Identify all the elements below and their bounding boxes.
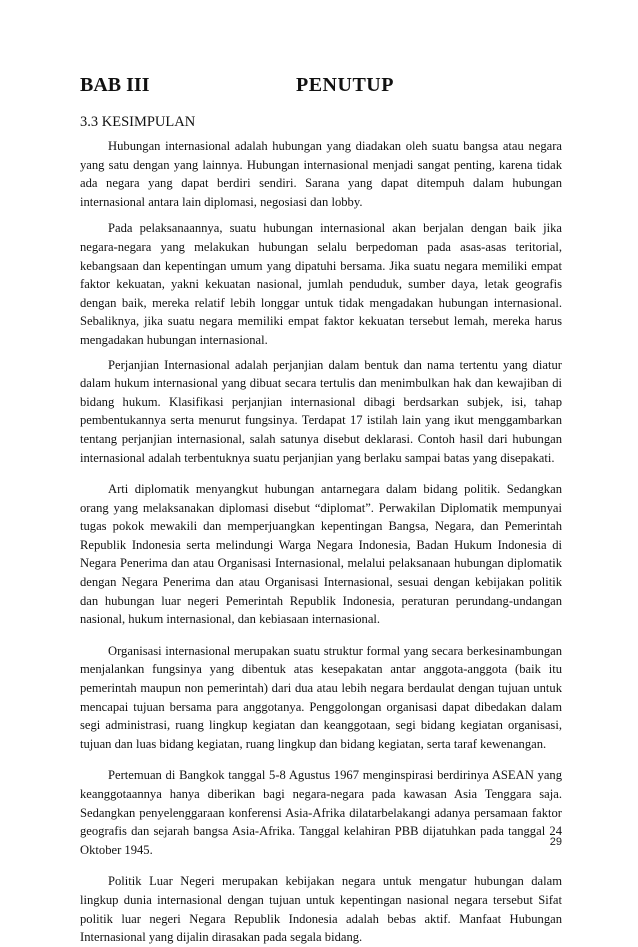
paragraph-politik-luar-negeri: Politik Luar Negeri merupakan kebijakan negara untuk mengatur hubungan dalam lingkup dunia internasional dengan tujuan untuk kepentingan nasional negara tersebut Sifat politik luar negeri Negara Republik Indonesia adalah bebas aktif. Manfaat Hubungan Internasional yang dijalin dirasakan pada segala bidang. bbox=[80, 874, 562, 945]
paragraph-hubungan-internasional: Hubungan internasional adalah hubungan yang diadakan oleh suatu bangsa atau negara yang satu dengan yang lainnya. Hubungan internasional menjadi sangat penting, karena tidak ada negara yang dapat berdiri sendiri. Sarana yang dapat ditempuh dalam hubungan internasional antara lain diplomasi, negosiasi dan lobby. bbox=[80, 139, 562, 209]
body-text bbox=[80, 137, 562, 947]
paragraph-asean-kaa-pbb: Pertemuan di Bangkok tanggal 5-8 Agustus 1967 menginspirasi berdirinya ASEAN yang keanggotaannya hanya diberikan bagi negara-negara pada kawasan Asia Tenggara saja. Sedangkan penyelenggaraan konferensi Asia-Afrika dilatarbelakangi adanya persamaan faktor geografis dan sejarah bangsa Asia-Afrika. Tanggal kelahiran PBB dijatuhkan pada tanggal 24 Oktober 1945. bbox=[80, 768, 562, 857]
paragraph-diplomatik: Arti diplomatik menyangkut hubungan antarnegara dalam bidang politik. Sedangkan orang yang melaksanakan diplomasi disebut “diplomat”. Perwakilan Diplomatik mempunyai tugas pokok mewakili dan memperjuangkan kepentingan Bangsa, Negara, dan Pemerintah Republik Indonesia serta melindungi Warga Negara Indonesia, Badan Hukum Indonesia di Negara Penerima dan atau Organisasi Internasional, melalui pelaksanaan hubungan diplomatik dengan Negara Penerima dan atau Organisasi Internasional, sesuai dengan kebijakan politik dan hubungan luar negeri Pemerintah Republik Indonesia, peraturan perundang-undangan nasional, hukum internasional, dan kebiasaan internasional. bbox=[80, 482, 562, 627]
paragraph-perjanjian-internasional: Perjanjian Internasional adalah perjanjian dalam bentuk dan nama tertentu yang diatur dalam hukum internasional yang dibuat secara tertulis dan menimbulkan hak dan kewajiban di bidang hukum. Klasifikasi perjanjian internasional dibagi berdsarkan subjek, isi, tahap pembentukannya serta menurut fungsinya. Terdapat 17 istilah lain yang ikut menggambarkan tentang perjanjian internasional, salah satunya disebut deklarasi. Contoh hasil dari hubungan internasional adalah terbentuknya suatu perjanjian yang berlaku sampai batas yang disepakati. bbox=[80, 357, 562, 465]
paragraph-organisasi-internasional: Organisasi internasional merupakan suatu struktur formal yang secara berkesinambungan menjalankan fungsinya yang dibentuk atas kesepakatan antar anggota-anggota (baik itu pemerintah maupun non pemerintah) dari dua atau lebih negara berdaulat dengan tujuan untuk mencapai tujuan bersama para anggotanya. Penggolongan organisasi dapat dibedakan dalam segi administrasi, ruang lingkup kegiatan dan keanggotaan, segi bidang kegiatan organisasi, tujuan dan luas bidang kegiatan, ruang lingkup dan bidang kegiatan, serta taraf kewenangan. bbox=[80, 643, 562, 751]
paragraph-pelaksanaan: Pada pelaksanaannya, suatu hubungan internasional akan berjalan dengan baik jika negara-negara yang melakukan hubungan selalu berpedoman pada asas-asas teritorial, kebangsaan dan kepentingan umum yang dipatuhi bersama. Jika suatu negara memiliki empat faktor kekuatan, yakni kekuatan nasional, jumlah penduduk, sumber daya, letak geografis dengan baik, mereka relatif lebih longgar untuk tidak mengadakan hubungan internasional. Sebaliknya, jika suatu negara memiliki empat faktor kekuatan tersebut lemah, mereka harus mengadakan hubungan internasional. bbox=[80, 221, 562, 347]
chapter-header bbox=[80, 74, 562, 108]
chapter-title: PENUTUP bbox=[296, 74, 394, 96]
section-heading: 3.3 KESIMPULAN bbox=[80, 114, 196, 130]
chapter-number: BAB III bbox=[80, 74, 150, 96]
page-number: 29 bbox=[549, 836, 562, 848]
